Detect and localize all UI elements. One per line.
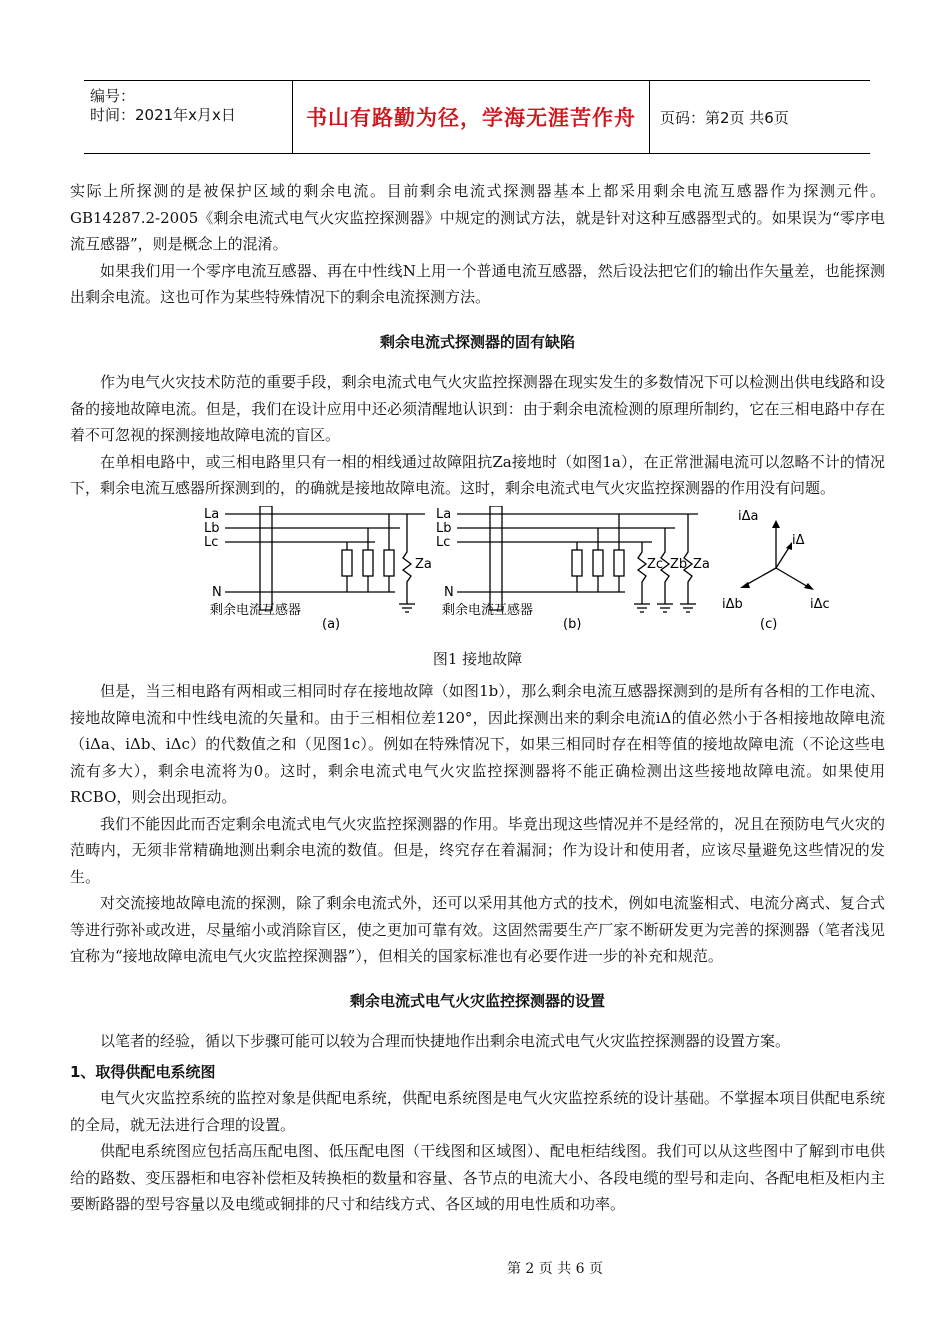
document-body xyxy=(70,178,885,1218)
page-header xyxy=(84,80,870,154)
figure-ground-fault xyxy=(70,506,885,646)
paragraph: 我们不能因此而否定剩余电流式电气火灾监控探测器的作用。毕竟出现这些情况并不是经常的，况且在预防电气火灾的范畴内，无须非常精确地测出剩余电流的数值。但是，终究存在着漏洞；作为设计和使用者，应该尽量避免这些情况的发生。 xyxy=(70,814,885,886)
paragraph: 作为电气火灾技术防范的重要手段，剩余电流式电气火灾监控探测器在现实发生的多数情况下可以检测出供电线路和设备的接地故障电流。但是，我们在设计应用中还必须清醒地认识到：由于剩余电流检测的原理所制约，它在三相电路中存在着不可忽视的探测接地故障电流的盲区。 xyxy=(70,373,885,444)
circuit-diagram xyxy=(70,506,885,646)
motto: 书山有路勤为径，学海无涯苦作舟 xyxy=(292,81,650,153)
paragraph: 但是，当三相电路有两相或三相同时存在接地故障（如图1b），那么剩余电流互感器探测到的是所有各相的工作电流、接地故障电流和中性线电流的矢量和。由于三相相位差120°，因此探测出来的剩余电流iΔ的值必然小于各相接地故障电流（iΔa、iΔb、iΔc）的代数值之和（见图1c）。例如在特殊情况下，如果三相同时存在相等值的接地故障电流（不论这些电流有多大），剩余电流将为0。这时，剩余电流式电气火灾监控探测器将不能正确检测出这些接地故障电流。如果使用RCBO，则会出现拒动。 xyxy=(70,682,885,806)
label-c: (c) xyxy=(760,616,778,632)
label-n-b: N xyxy=(444,584,454,600)
header-left xyxy=(90,87,236,125)
label-lb-b: Lb xyxy=(436,520,452,536)
number-label: 编号： xyxy=(90,87,136,105)
label-transformer-a: 剩余电流互感器 xyxy=(210,602,302,618)
label-za-b: Za xyxy=(693,556,710,572)
diagram-c xyxy=(722,509,830,632)
footer-page-text: 第 2 页 共 6 页 xyxy=(506,1261,604,1277)
paragraph: 对交流接地故障电流的探测，除了剩余电流式外，还可以采用其他方式的技术，例如电流鉴相式、电流分离式、复合式等进行弥补或改进，尽量缩小或消除盲区，使之更加可靠有效。这固然需要生产厂家不断研发更为完善的探测器（笔者浅见宜称为“接地故障电流电气火灾监控探测器”），但相关的国家标准也有必要作进一步的补充和规范。 xyxy=(70,894,885,965)
page-footer xyxy=(0,1258,950,1278)
label-transformer-b: 剩余电流互感器 xyxy=(442,602,534,618)
label-lb: Lb xyxy=(204,520,220,536)
step-title: 1、取得供配电系统图 xyxy=(70,1062,216,1081)
label-za-a: Za xyxy=(415,556,432,572)
diagram-a xyxy=(204,506,432,632)
page-label: 页码：第2页 共6页 xyxy=(660,109,789,127)
paragraph: 供配电系统图应包括高压配电图、低压配电图（干线图和区域图）、配电柜结线图。我们可以从这些图中了解到市电供给的路数、变压器柜和电容补偿柜及转换柜的数量和容量、各节点的电流大小、各段电缆的型号和走向、各配电柜及柜内主要断路器的型号容量以及电缆或铜排的尺寸和结线方式、各区域的用电性质和功率。 xyxy=(70,1142,885,1213)
label-a: (a) xyxy=(322,616,341,632)
paragraph: 电气火灾监控系统的监控对象是供配电系统，供配电系统图是电气火灾监控系统的设计基础。不掌握本项目供配电系统的全局，就无法进行合理的设置。 xyxy=(70,1089,885,1134)
paragraph: 实际上所探测的是被保护区域的剩余电流。目前剩余电流式探测器基本上都采用剩余电流互感器作为探测元件。GB14287.2-2005《剩余电流式电气火灾监控探测器》中规定的测试方法，就是针对这种互感器型式的。如果误为“零序电流互感器”，则是概念上的混淆。 xyxy=(70,182,885,253)
label-n: N xyxy=(212,584,222,600)
label-ib: iΔb xyxy=(722,596,743,612)
diagram-b xyxy=(436,506,710,632)
label-ia: iΔa xyxy=(738,508,759,524)
label-lc-b: Lc xyxy=(436,534,451,550)
paragraph: 在单相电路中，或三相电路里只有一相的相线通过故障阻抗Za接地时（如图1a），在正常泄漏电流可以忽略不计的情况下，剩余电流互感器所探测到的，的确就是接地故障电流。这时，剩余电流式电气火灾监控探测器的作用没有问题。 xyxy=(70,452,885,497)
section-title: 剩余电流式探测器的固有缺陷 xyxy=(379,332,575,351)
figure-caption: 图1 接地故障 xyxy=(432,649,523,668)
label-la: La xyxy=(204,506,220,522)
label-zc: Zc xyxy=(647,556,664,572)
label-lc: Lc xyxy=(204,534,219,550)
label-ic: iΔc xyxy=(810,596,830,612)
section-title: 剩余电流式电气火灾监控探测器的设置 xyxy=(349,991,605,1010)
label-la-b: La xyxy=(436,506,452,522)
time-label: 时间：2021年x月x日 xyxy=(90,106,236,124)
label-b: (b) xyxy=(563,616,582,632)
paragraph: 以笔者的经验，循以下步骤可能可以较为合理而快捷地作出剩余电流式电气火灾监控探测器的设置方案。 xyxy=(100,1032,791,1050)
label-zb: Zb xyxy=(670,556,688,572)
label-i: iΔ xyxy=(792,532,805,548)
paragraph: 如果我们用一个零序电流互感器、再在中性线N上用一个普通电流互感器，然后设法把它们的输出作矢量差，也能探测出剩余电流。这也可作为某些特殊情况下的剩余电流探测方法。 xyxy=(70,261,885,306)
